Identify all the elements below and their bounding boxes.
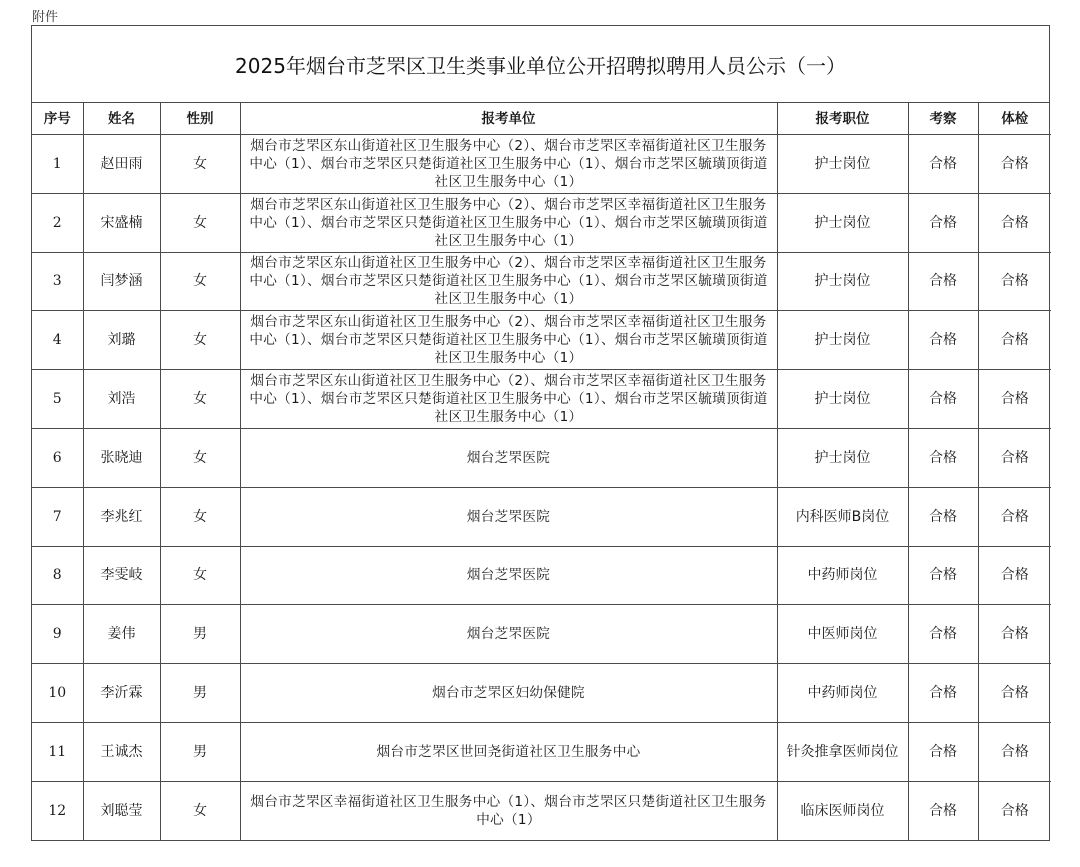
cell-gender: 女 xyxy=(160,193,240,252)
table-row xyxy=(32,546,1051,605)
cell-inspection: 合格 xyxy=(908,722,978,781)
header-medical: 体检 xyxy=(978,103,1051,135)
cell-unit: 烟台芝罘医院 xyxy=(240,428,777,487)
cell-position: 临床医师岗位 xyxy=(777,781,908,840)
table-row xyxy=(32,664,1051,723)
cell-position: 护士岗位 xyxy=(777,311,908,370)
cell-position: 内科医师B岗位 xyxy=(777,487,908,546)
cell-name: 闫梦涵 xyxy=(83,252,160,311)
cell-inspection: 合格 xyxy=(908,252,978,311)
cell-name: 李沂霖 xyxy=(83,664,160,723)
cell-unit: 烟台市芝罘区东山街道社区卫生服务中心（2）、烟台市芝罘区幸福街道社区卫生服务中心（1）、烟台市芝罘区只楚街道社区卫生服务中心（1）、烟台市芝罘区毓璜顶街道社区卫生服务中心（1） xyxy=(240,135,777,194)
cell-name: 刘聪莹 xyxy=(83,781,160,840)
cell-inspection: 合格 xyxy=(908,370,978,429)
cell-gender: 女 xyxy=(160,311,240,370)
table-row xyxy=(32,487,1051,546)
cell-no: 7 xyxy=(32,487,83,546)
cell-position: 护士岗位 xyxy=(777,252,908,311)
cell-inspection: 合格 xyxy=(908,605,978,664)
cell-no: 6 xyxy=(32,428,83,487)
cell-no: 5 xyxy=(32,370,83,429)
cell-inspection: 合格 xyxy=(908,193,978,252)
cell-medical: 合格 xyxy=(978,370,1051,429)
cell-medical: 合格 xyxy=(978,252,1051,311)
table-row xyxy=(32,428,1051,487)
cell-gender: 女 xyxy=(160,135,240,194)
table-row xyxy=(32,193,1051,252)
cell-inspection: 合格 xyxy=(908,428,978,487)
table-row xyxy=(32,311,1051,370)
table-row xyxy=(32,370,1051,429)
cell-gender: 女 xyxy=(160,487,240,546)
hire-list-table xyxy=(32,103,1051,840)
table-row xyxy=(32,605,1051,664)
cell-gender: 男 xyxy=(160,664,240,723)
cell-unit: 烟台市芝罘区妇幼保健院 xyxy=(240,664,777,723)
header-name: 姓名 xyxy=(83,103,160,135)
header-position: 报考职位 xyxy=(777,103,908,135)
header-unit: 报考单位 xyxy=(240,103,777,135)
cell-unit: 烟台芝罘医院 xyxy=(240,605,777,664)
cell-medical: 合格 xyxy=(978,664,1051,723)
cell-gender: 女 xyxy=(160,252,240,311)
cell-name: 王诚杰 xyxy=(83,722,160,781)
cell-unit: 烟台市芝罘区东山街道社区卫生服务中心（2）、烟台市芝罘区幸福街道社区卫生服务中心（1）、烟台市芝罘区只楚街道社区卫生服务中心（1）、烟台市芝罘区毓璜顶街道社区卫生服务中心（1） xyxy=(240,193,777,252)
cell-position: 护士岗位 xyxy=(777,193,908,252)
cell-no: 8 xyxy=(32,546,83,605)
cell-no: 12 xyxy=(32,781,83,840)
cell-inspection: 合格 xyxy=(908,781,978,840)
announcement-table-frame xyxy=(31,25,1050,841)
cell-position: 护士岗位 xyxy=(777,370,908,429)
cell-unit: 烟台市芝罘区世回尧街道社区卫生服务中心 xyxy=(240,722,777,781)
cell-name: 赵田雨 xyxy=(83,135,160,194)
cell-unit: 烟台芝罘医院 xyxy=(240,487,777,546)
cell-unit: 烟台市芝罘区幸福街道社区卫生服务中心（1）、烟台市芝罘区只楚街道社区卫生服务中心（1） xyxy=(240,781,777,840)
cell-position: 针灸推拿医师岗位 xyxy=(777,722,908,781)
cell-inspection: 合格 xyxy=(908,664,978,723)
cell-no: 11 xyxy=(32,722,83,781)
cell-unit: 烟台市芝罘区东山街道社区卫生服务中心（2）、烟台市芝罘区幸福街道社区卫生服务中心（1）、烟台市芝罘区只楚街道社区卫生服务中心（1）、烟台市芝罘区毓璜顶街道社区卫生服务中心（1） xyxy=(240,370,777,429)
cell-no: 10 xyxy=(32,664,83,723)
cell-inspection: 合格 xyxy=(908,311,978,370)
cell-medical: 合格 xyxy=(978,487,1051,546)
cell-inspection: 合格 xyxy=(908,487,978,546)
cell-unit: 烟台芝罘医院 xyxy=(240,546,777,605)
cell-medical: 合格 xyxy=(978,135,1051,194)
cell-gender: 女 xyxy=(160,428,240,487)
cell-name: 张晓迪 xyxy=(83,428,160,487)
cell-unit: 烟台市芝罘区东山街道社区卫生服务中心（2）、烟台市芝罘区幸福街道社区卫生服务中心（1）、烟台市芝罘区只楚街道社区卫生服务中心（1）、烟台市芝罘区毓璜顶街道社区卫生服务中心（1） xyxy=(240,252,777,311)
cell-no: 3 xyxy=(32,252,83,311)
cell-position: 中药师岗位 xyxy=(777,546,908,605)
cell-unit: 烟台市芝罘区东山街道社区卫生服务中心（2）、烟台市芝罘区幸福街道社区卫生服务中心（1）、烟台市芝罘区只楚街道社区卫生服务中心（1）、烟台市芝罘区毓璜顶街道社区卫生服务中心（1） xyxy=(240,311,777,370)
table-row xyxy=(32,781,1051,840)
attachment-label: 附件 xyxy=(32,10,59,25)
header-gender: 性别 xyxy=(160,103,240,135)
cell-name: 姜伟 xyxy=(83,605,160,664)
cell-name: 宋盛楠 xyxy=(83,193,160,252)
cell-position: 中医师岗位 xyxy=(777,605,908,664)
cell-name: 李雯岐 xyxy=(83,546,160,605)
table-row xyxy=(32,135,1051,194)
cell-medical: 合格 xyxy=(978,193,1051,252)
cell-inspection: 合格 xyxy=(908,135,978,194)
table-header-row xyxy=(32,103,1051,135)
cell-gender: 女 xyxy=(160,370,240,429)
table-title: 2025年烟台市芝罘区卫生类事业单位公开招聘拟聘用人员公示（一） xyxy=(32,26,1049,103)
cell-inspection: 合格 xyxy=(908,546,978,605)
table-row xyxy=(32,722,1051,781)
cell-medical: 合格 xyxy=(978,546,1051,605)
cell-medical: 合格 xyxy=(978,428,1051,487)
cell-gender: 女 xyxy=(160,781,240,840)
cell-medical: 合格 xyxy=(978,605,1051,664)
table-row xyxy=(32,252,1051,311)
table-body xyxy=(32,135,1051,841)
cell-name: 李兆红 xyxy=(83,487,160,546)
cell-position: 护士岗位 xyxy=(777,135,908,194)
cell-gender: 男 xyxy=(160,605,240,664)
cell-no: 1 xyxy=(32,135,83,194)
cell-no: 9 xyxy=(32,605,83,664)
cell-name: 刘璐 xyxy=(83,311,160,370)
cell-medical: 合格 xyxy=(978,781,1051,840)
cell-medical: 合格 xyxy=(978,722,1051,781)
header-inspection: 考察 xyxy=(908,103,978,135)
cell-gender: 女 xyxy=(160,546,240,605)
cell-position: 护士岗位 xyxy=(777,428,908,487)
cell-medical: 合格 xyxy=(978,311,1051,370)
cell-position: 中药师岗位 xyxy=(777,664,908,723)
cell-no: 2 xyxy=(32,193,83,252)
header-no: 序号 xyxy=(32,103,83,135)
cell-gender: 男 xyxy=(160,722,240,781)
cell-no: 4 xyxy=(32,311,83,370)
cell-name: 刘浩 xyxy=(83,370,160,429)
